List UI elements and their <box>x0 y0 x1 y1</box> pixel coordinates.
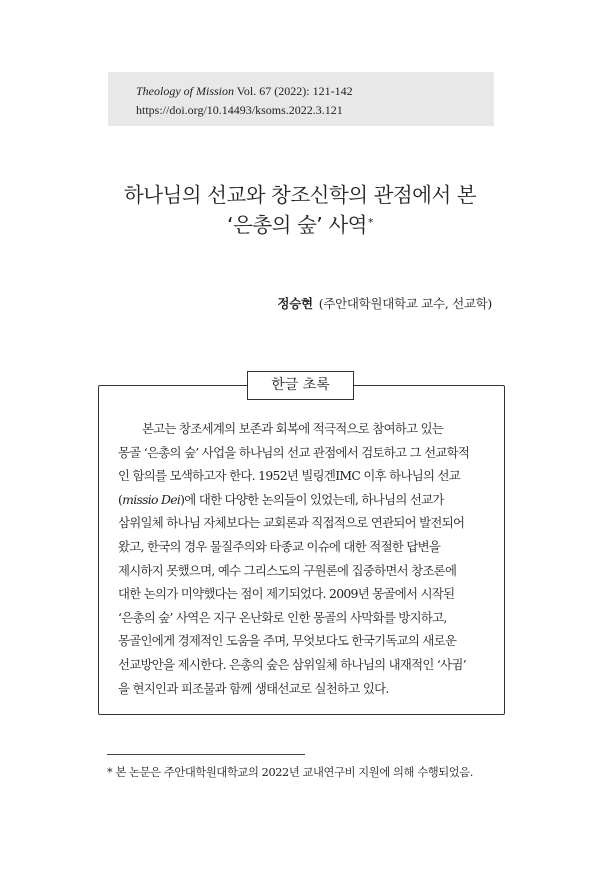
title-line-1: 하나님의 선교와 창조신학의 관점에서 본 <box>123 183 477 207</box>
title-line-2-text: ‘은총의 숲’ 사역 <box>227 213 367 237</box>
abstract-line: 제시하지 못했으며, 예수 그리스도의 구원론에 집중하면서 창조론에 <box>118 562 457 578</box>
abstract-line: 인 함의를 모색하고자 한다. 1952년 빌링겐IMC 이후 하나님의 선교 <box>118 468 461 484</box>
abstract-label: 한글 초록 <box>247 371 354 400</box>
abstract-line: 본고는 창조세계의 보존과 회복에 적극적으로 참여하고 있는 <box>142 421 444 436</box>
footnote: * 본 논문은 주안대학원대학교의 2022년 교내연구비 지원에 의해 수행되었음. <box>107 766 473 779</box>
abstract-line: ‘은총의 숲’ 사역은 지구 온난화로 인한 몽골의 사막화를 방지하고, <box>118 609 447 625</box>
citation-header <box>108 72 494 126</box>
author-line <box>277 294 492 312</box>
author-affiliation: (주안대학원대학교 교수, 선교학) <box>318 296 492 311</box>
citation-line <box>136 82 494 101</box>
latin-term: missio Dei <box>122 491 181 507</box>
title-footnote-mark[interactable]: * <box>367 216 373 229</box>
abstract-line: 몽골인에게 경제적인 도움을 주며, 무엇보다도 한국기독교의 새로운 <box>118 633 457 649</box>
abstract-line: 을 현지인과 피조물과 함께 생태선교로 실천하고 있다. <box>118 680 389 696</box>
abstract-line: 대한 논의가 미약했다는 점이 제기되었다. 2009년 몽골에서 시작된 <box>118 586 455 602</box>
volume-info: Vol. 67 (2022): 121-142 <box>236 84 353 98</box>
abstract-line: 삼위일체 하나님 자체보다는 교회론과 직접적으로 연관되어 발전되어 <box>118 515 465 531</box>
author-name: 정승현 <box>277 296 313 311</box>
abstract-line: 왔고, 한국의 경우 물질주의와 타종교 이슈에 대한 적절한 답변을 <box>118 538 441 554</box>
doi-link[interactable]: https://doi.org/10.14493/ksoms.2022.3.121 <box>136 103 343 117</box>
abstract-line: 선교방안을 제시한다. 은총의 숲은 삼위일체 하나님의 내재적인 ‘사귐’ <box>118 656 466 672</box>
journal-name: Theology of Mission <box>136 84 234 98</box>
footnote-divider <box>107 754 305 755</box>
abstract-text <box>118 417 490 700</box>
abstract-line: (missio Dei)에 대한 다양한 논의들이 있었는데, 하나님의 선교가 <box>118 491 444 507</box>
abstract-line: 몽골 ‘은총의 숲’ 사업을 하나님의 선교 관점에서 검토하고 그 선교학적 <box>118 444 470 460</box>
title-line-2 <box>0 208 600 238</box>
